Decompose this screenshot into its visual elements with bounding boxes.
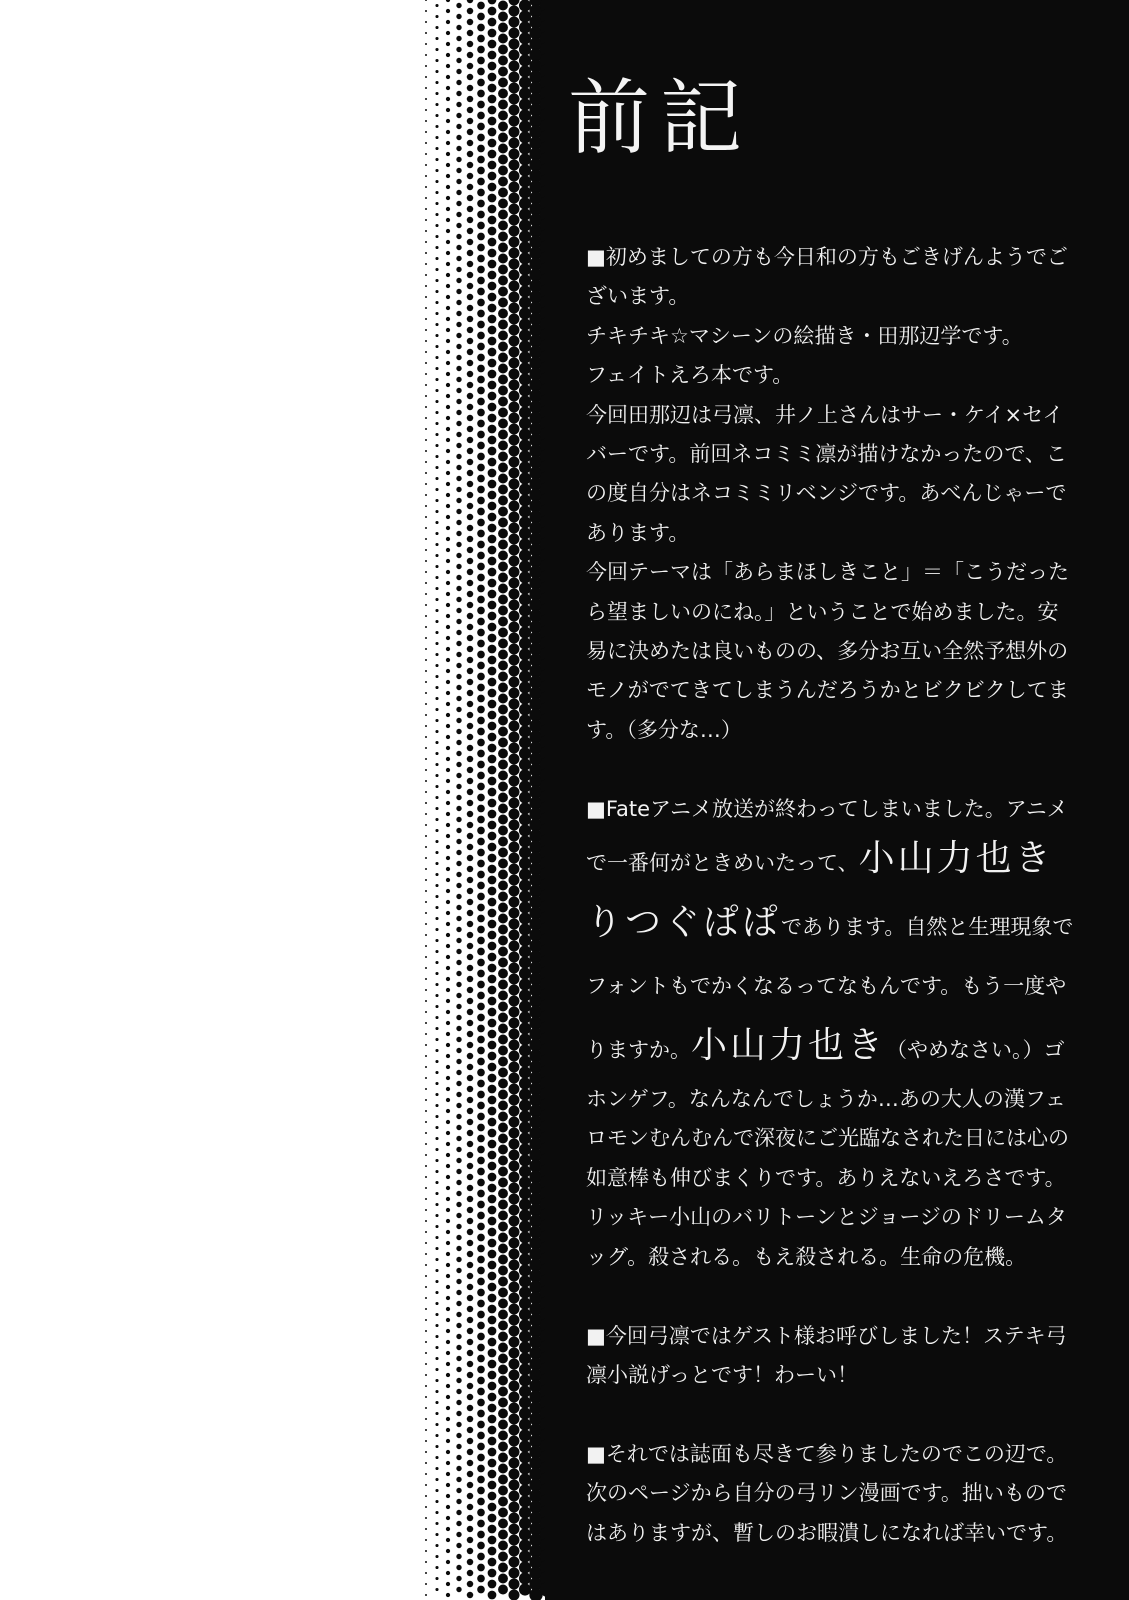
text-line: チキチキ☆マシーンの絵描き・田那辺学です。: [586, 323, 1023, 348]
text-normal: りますか。: [586, 1038, 691, 1063]
text-line: [586, 957, 1086, 1016]
page-heading: 前記: [568, 71, 753, 166]
paragraph-intro: [586, 238, 1086, 750]
text-line: 今回田那辺は弓凛、井ノ上さんはサー・ケイ×セイ: [586, 402, 1064, 427]
afterword-body: [586, 238, 1086, 1553]
paragraph-closing: [586, 1435, 1086, 1553]
text-line: 次のページから自分の弓リン漫画です。拙いもので: [586, 1481, 1067, 1506]
halftone-dot-border: [420, 0, 560, 1600]
text-line: 如意棒も伸びまくりです。ありえないえろさです。: [586, 1165, 1066, 1190]
text-normal: で一番何がときめいたって、: [586, 851, 859, 876]
text-line: ■Fateアニメ放送が終わってしまいました。アニメ: [586, 796, 1068, 821]
text-normal: であります。自然と生理現象で: [781, 915, 1074, 940]
text-line: はありますが、暫しのお暇潰しになれば幸いです。: [586, 1520, 1068, 1545]
text-line: 凛小説げっとです！わーい！: [586, 1362, 858, 1387]
paragraph-anime: [586, 790, 1086, 1277]
text-line: ロモンむんむんで深夜にご光臨なされた日には心の: [586, 1126, 1069, 1151]
paragraph-guest: [586, 1317, 1086, 1396]
text-line-emphasis: [586, 829, 1086, 893]
text-line: モノがでてきてしまうんだろうかとビクビクしてま: [586, 678, 1069, 703]
text-big: りつぐぱぱ: [586, 902, 782, 944]
text-line: す。（多分な…）: [586, 717, 742, 742]
text-normal: （やめなさい。）ゴ: [886, 1038, 1065, 1063]
text-line: あります。: [586, 520, 690, 545]
blank-left-area: [0, 0, 420, 1600]
text-big: 小山力也き: [691, 1025, 887, 1067]
text-line: リッキー小山のバリトーンとジョージのドリームタ: [586, 1205, 1067, 1230]
text-normal: フォントもでかくなるってなもんです。もう一度や: [586, 974, 1067, 999]
text-line: フェイトえろ本です。: [586, 363, 794, 388]
text-line: ッグ。殺される。もえ殺される。生命の危機。: [586, 1244, 1027, 1269]
text-line: 今回テーマは「あらまほしきこと」＝「こうだった: [586, 560, 1069, 585]
text-line-emphasis: [586, 1016, 1086, 1080]
text-line: の度自分はネコミミリベンジです。あべんじゃーで: [586, 481, 1067, 506]
text-line: ■初めましての方も今日和の方もごきげんようでご: [586, 245, 1068, 269]
text-line: ■それでは誌面も尽きて参りましたのでこの辺で。: [586, 1441, 1068, 1466]
text-line: ら望ましいのにね。」ということで始めました。安: [586, 599, 1059, 624]
text-line: 易に決めたは良いものの、多分お互い全然予想外の: [586, 639, 1069, 664]
text-line-emphasis: [586, 893, 1086, 957]
text-line: バーです。前回ネコミミ凛が描けなかったので、こ: [586, 442, 1067, 467]
text-big: 小山力也き: [858, 838, 1054, 880]
text-line: ざいます。: [586, 284, 690, 309]
text-line: ■今回弓凛ではゲスト様お呼びしました！ステキ弓: [586, 1323, 1067, 1348]
text-line: ホンゲフ。なんなんでしょうか…あの大人の漢フェ: [586, 1087, 1066, 1112]
